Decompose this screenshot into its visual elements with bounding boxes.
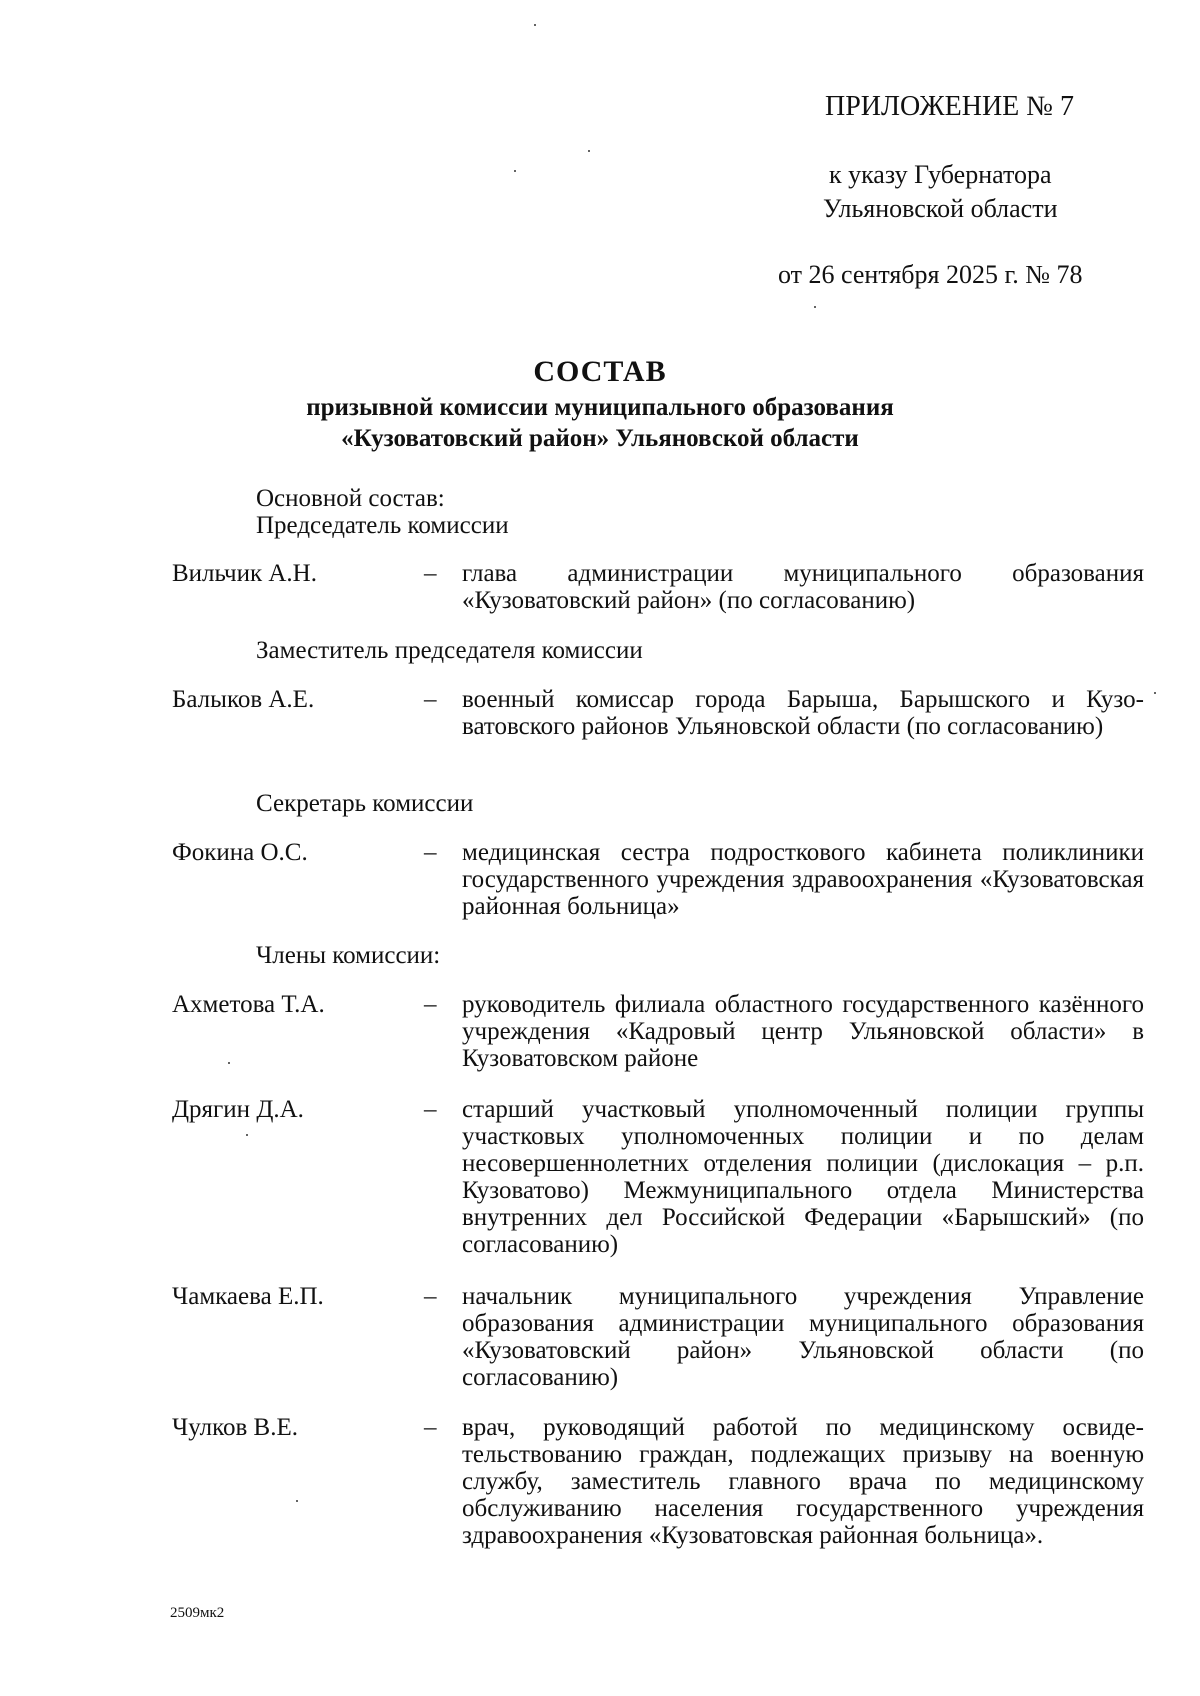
member-description: начальник муниципального учреждения Управление образования администрации муниципального образования «Кузоватовский район» Ульяновской области (по согласованию)	[462, 1283, 1144, 1391]
entry-dash: –	[424, 1096, 437, 1123]
member-name: Фокина О.С.	[172, 839, 308, 866]
annex-title: ПРИЛОЖЕНИЕ № 7	[825, 91, 1074, 122]
member-name: Дрягин Д.А.	[172, 1096, 304, 1123]
document-subtitle-line-1: призывной комиссии муниципального образования	[306, 394, 894, 421]
scan-speck	[246, 1134, 248, 1136]
annex-reference	[823, 158, 1057, 226]
member-name: Чамкаева Е.П.	[172, 1283, 324, 1310]
document-heading	[0, 352, 1200, 454]
annex-ref-line-1: к указу Губернатора	[828, 160, 1052, 189]
document-subtitle-line-2: «Кузоватовский район» Ульяновской области	[341, 425, 859, 452]
deputy-label: Заместитель председателя комиссии	[256, 637, 643, 664]
main-composition-label: Основной состав:	[256, 485, 445, 512]
member-name: Балыков А.Е.	[172, 686, 315, 713]
entry-dash: –	[424, 839, 437, 866]
scan-speck	[228, 1062, 230, 1064]
scan-speck	[296, 1500, 298, 1502]
annex-ref-line-2: Ульяновской области	[823, 194, 1058, 223]
entry-dash: –	[424, 991, 437, 1018]
member-name: Ахметова Т.А.	[172, 991, 325, 1018]
scan-speck	[814, 306, 816, 308]
scan-speck	[514, 170, 516, 172]
document-code: 2509мк2	[170, 1605, 225, 1621]
entry-dash: –	[424, 1283, 437, 1310]
scan-speck	[1154, 692, 1156, 694]
member-description: врач, руководящий работой по медицинскому освидетельствованию граждан, подлежащих призыву на военную службу, заместитель главного врача по медицинскому обслуживанию населения государственного учреждения здравоохранения «Кузоватовская районная больница».	[462, 1414, 1144, 1549]
scan-speck	[534, 24, 536, 26]
member-description: медицинская сестра подросткового кабинета поликлиники государственного учреждения здравоохранения «Кузоватовская районная больница»	[462, 839, 1144, 920]
chairman-label: Председатель комиссии	[256, 512, 509, 539]
member-name: Чулков В.Е.	[172, 1414, 299, 1441]
document-title: СОСТАВ	[533, 355, 667, 388]
entry-dash: –	[424, 1414, 437, 1441]
annex-date: от 26 сентября 2025 г. № 78	[778, 260, 1083, 289]
secretary-label: Секретарь комиссии	[256, 790, 474, 817]
members-label: Члены комиссии:	[256, 942, 441, 969]
entry-dash: –	[424, 560, 437, 587]
member-description: старший участковый уполномоченный полиции группы участковых уполномоченных полиции и по делам несовершеннолетних отделения полиции (дислокация – р.п. Кузоватово) Межмуниципального отдела Министерства внутренних дел Российской Федерации «Барышский» (по согласованию)	[462, 1096, 1144, 1258]
member-name: Вильчик А.Н.	[172, 560, 317, 587]
member-description: руководитель филиала областного государственного казённого учреждения «Кадровый центр Ульяновской области» в Кузоватовском районе	[462, 991, 1144, 1072]
member-description: военный комиссар города Барыша, Барышского и Кузоватовского районов Ульяновской области (по согласованию)	[462, 686, 1144, 740]
scan-speck	[588, 150, 590, 152]
member-description: глава администрации муниципального образования «Кузоватовский район» (по согласованию)	[462, 560, 1144, 614]
entry-dash: –	[424, 686, 437, 713]
